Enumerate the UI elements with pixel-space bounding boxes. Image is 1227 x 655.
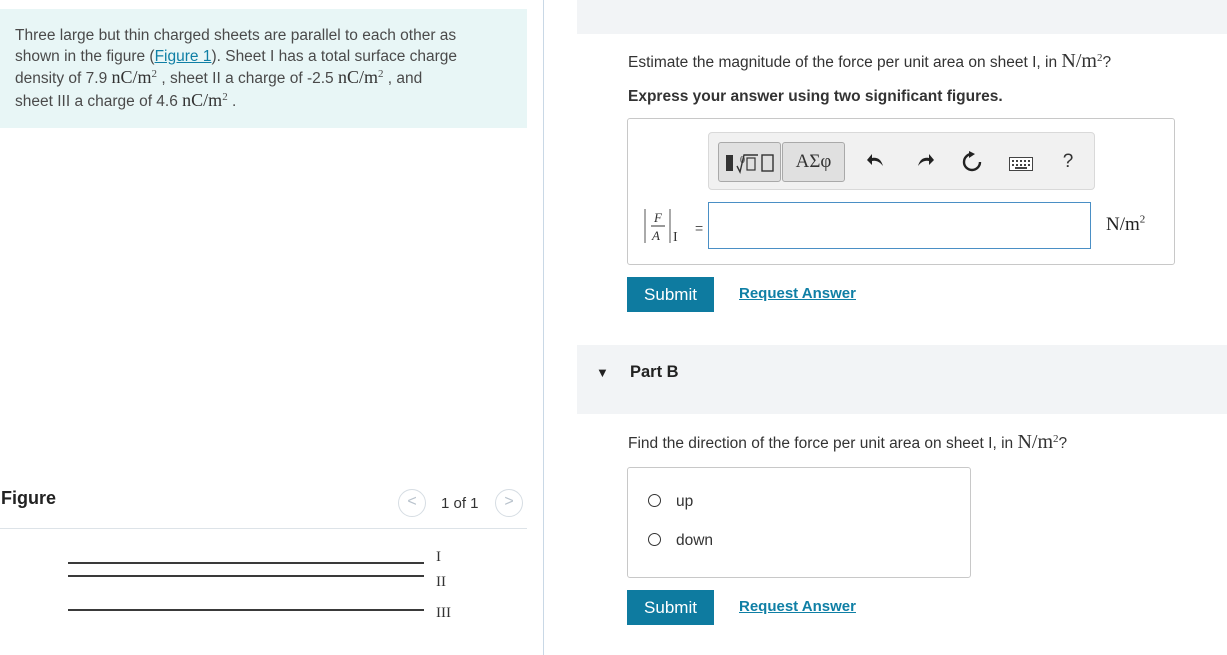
problem-text: shown in the figure (: [15, 47, 155, 65]
part-a-instruction: Express your answer using two significant figures.: [628, 88, 1003, 105]
sheet-label-i: I: [436, 549, 441, 565]
question-text: ?: [1058, 435, 1068, 452]
templates-icon: [724, 150, 776, 176]
problem-text: sheet III a charge of 4.6: [15, 92, 183, 110]
figure-pager-text: 1 of 1: [441, 495, 479, 512]
equals-sign: =: [695, 220, 704, 236]
answer-unit: [1106, 214, 1145, 236]
unit-exponent: 2: [1139, 213, 1146, 226]
unit-exponent: 2: [151, 67, 158, 80]
request-answer-link-part-b[interactable]: Request Answer: [739, 598, 856, 615]
submit-button-part-a[interactable]: Submit: [627, 277, 714, 312]
question-text: Find the direction of the force per unit area on sheet I, in: [628, 435, 1018, 452]
math-toolbar: [708, 132, 1095, 190]
problem-text: density of 7.9: [15, 70, 112, 87]
sheet-line-ii: [68, 575, 424, 577]
sheet-line-i: [68, 562, 424, 564]
question-text: ?: [1102, 54, 1112, 71]
symbols-button[interactable]: ΑΣφ: [782, 142, 845, 182]
caret-down-icon[interactable]: ▼: [596, 365, 609, 380]
figure-link[interactable]: Figure 1: [154, 47, 212, 65]
abs-fraction-symbol: [643, 205, 707, 247]
fraction-numerator: F: [654, 210, 662, 225]
sheet-label-iii: III: [436, 605, 451, 621]
choice-label: down: [676, 532, 714, 549]
choices-panel: [627, 467, 971, 578]
part-b-title[interactable]: Part B: [630, 363, 679, 381]
problem-text: , sheet II a charge of -2.5: [157, 70, 338, 87]
figure-next-button[interactable]: >: [495, 489, 523, 517]
sheet-line-iii: [68, 609, 424, 611]
templates-button[interactable]: [718, 142, 781, 182]
part-a-question: [628, 50, 1111, 73]
figure-prev-button[interactable]: <: [398, 489, 426, 517]
figure-heading: Figure: [1, 488, 57, 508]
pane-divider[interactable]: [543, 0, 544, 655]
help-button[interactable]: ?: [1062, 151, 1074, 172]
charge-unit: nC/m: [182, 89, 223, 110]
sheet-label-ii: II: [436, 574, 446, 590]
unit-exponent: 2: [1096, 51, 1103, 64]
problem-statement: [0, 9, 527, 128]
answer-label: [643, 205, 707, 245]
radio-button[interactable]: [648, 494, 661, 507]
request-answer-link-part-a[interactable]: Request Answer: [739, 285, 856, 302]
fraction-subscript: I: [673, 230, 678, 245]
charge-unit: nC/m: [111, 67, 152, 87]
part-b-question: [628, 431, 1067, 454]
radio-button[interactable]: [648, 533, 661, 546]
charge-unit: nC/m: [337, 67, 378, 87]
problem-text-line1: Three large but thin charged sheets are parallel to each other as: [15, 27, 457, 44]
problem-text: .: [227, 92, 237, 110]
submit-button-part-b[interactable]: Submit: [627, 590, 714, 625]
svg-text:0: 0: [739, 154, 745, 166]
choice-up[interactable]: [648, 493, 693, 511]
undo-icon[interactable]: [865, 151, 887, 173]
answer-input[interactable]: [708, 202, 1091, 249]
keyboard-icon[interactable]: [1009, 154, 1031, 176]
question-unit: N/m: [1061, 50, 1097, 72]
fraction-denominator: A: [652, 228, 660, 243]
question-unit: N/m: [1017, 431, 1054, 453]
choice-label: up: [676, 493, 694, 510]
unit-exponent: 2: [222, 90, 228, 103]
part-a-header-band: [577, 0, 1227, 34]
problem-text: , and: [383, 70, 423, 87]
reset-icon[interactable]: [961, 151, 983, 173]
redo-icon[interactable]: [914, 151, 936, 173]
question-text: Estimate the magnitude of the force per unit area on sheet I, in: [628, 54, 1062, 71]
answer-unit-text: N/m: [1106, 214, 1140, 235]
figure-divider: [0, 528, 527, 529]
unit-exponent: 2: [1053, 432, 1059, 445]
unit-exponent: 2: [377, 67, 384, 80]
problem-text: ). Sheet I has a total surface charge: [211, 47, 458, 65]
choice-down[interactable]: [648, 532, 713, 550]
